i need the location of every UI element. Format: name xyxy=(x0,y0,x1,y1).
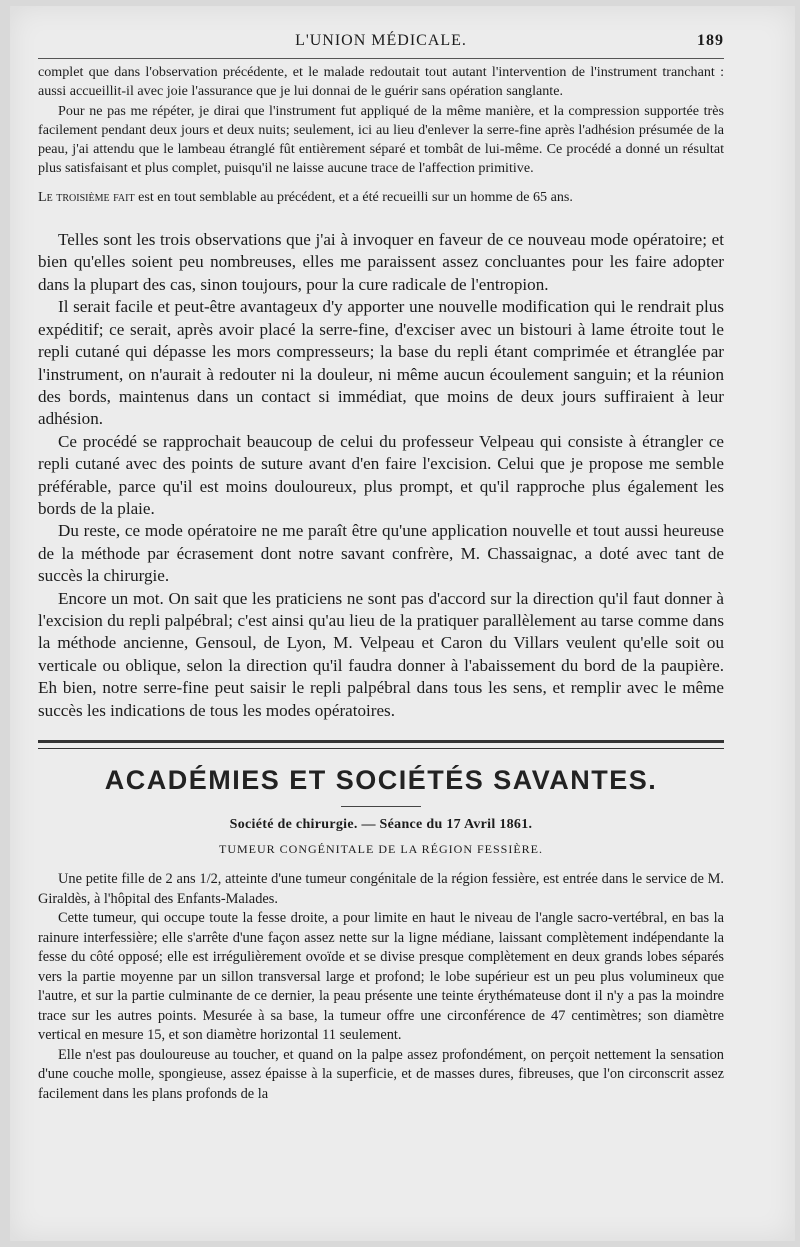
heading-rule xyxy=(341,806,421,807)
paragraph: Ce procédé se rapprochait beaucoup de celui du professeur Velpeau qui consiste à étrangler ce repli cutané avec des points de suture avant d'en faire l'excision. Celui que je propose me semble préférable, parce qu'il est moins douloureux, plus prompt, et qu'il rapproche plus également les bords de la plaie. xyxy=(38,431,724,518)
page-number: 189 xyxy=(697,32,724,49)
conclusion-block xyxy=(38,229,724,722)
section-heading: ACADÉMIES ET SOCIÉTÉS SAVANTES. xyxy=(104,765,658,796)
case-text: est en tout semblable au précédent, et a été recueilli sur un homme de 65 ans. xyxy=(134,188,573,205)
case-lead: Le troisième fait xyxy=(38,188,135,205)
paragraph: complet que dans l'observation précédente, et le malade redoutait tout autant l'intervention de l'instrument tranchant : aussi accueillit-il avec joie l'assurance que je lui donnai de le guérir sans opération sanglante. xyxy=(38,64,724,100)
header-rule xyxy=(38,58,724,59)
case-report xyxy=(38,870,724,1104)
previous-article-continuation xyxy=(38,63,724,207)
paragraph: Pour ne pas me répéter, je dirai que l'instrument fut appliqué de la même manière, et la compression supportée très facilement pendant deux jours et deux nuits; seulement, ici au lieu d'enlever la serre-fine après l'adhésion présumée de la peau, j'ai attendu que le lambeau étranglé fût entièrement séparé et tombât de lui-même. Ce procédé a donné un résultat plus satisfaisant et plus complet, puisqu'il ne laisse aucune trace de l'affection primitive. xyxy=(38,102,724,177)
paragraph: Une petite fille de 2 ans 1/2, atteinte d'une tumeur congénitale de la région fessière, est entrée dans le service de M. Giraldès, à l'hôpital des Enfants-Malades. xyxy=(38,871,724,907)
journal-title: L'UNION MÉDICALE. xyxy=(295,32,467,49)
paragraph: Il serait facile et peut-être avantageux d'y apporter une nouvelle modification qui le rendrait plus expéditif; ce serait, après avoir placé la serre-fine, d'exciser avec un bistouri à lame étroite tout le repli cutané qui dépasse les mors compresseurs; la base du repli étant comprimée et étranglée par l'instrument, on n'aurait à redouter ni la douleur, ni même aucun écoulement sanguin; et la réunion des bords, maintenus dans un contact si immédiat, que moins de deux jours suffiraient à leur adhésion. xyxy=(38,297,724,429)
paragraph xyxy=(38,188,724,207)
paragraph: Elle n'est pas douloureuse au toucher, et quand on la palpe assez profondément, on perçoit nettement la sensation d'une couche molle, spongieuse, assez épaisse à la superficie, et de masses dures, fibreuses, que l'on circonscrit assez facilement dans les plans profonds de la xyxy=(38,1046,724,1102)
paragraph: Telles sont les trois observations que j'ai à invoquer en faveur de ce nouveau mode opératoire; et bien qu'elles soient peu nombreuses, elles me paraissent assez concluantes pour les faire adopter dans la plupart des cas, sinon toujours, pour la cure radicale de l'entropion. xyxy=(38,230,724,294)
page-content xyxy=(38,32,724,1104)
section-divider xyxy=(38,740,724,749)
paragraph: Encore un mot. On sait que les praticiens ne sont pas d'accord sur la direction qu'il faut donner à l'excision du repli palpébral; c'est ainsi qu'au lieu de la pratiquer parallèlement au tarse comme dans la méthode ancienne, Gensoul, de Lyon, M. Velpeau et Caron du Villars veulent qu'elle soit ou verticale ou oblique, selon la direction qu'il faudra donner à l'abaissement du bord de la paupière. Eh bien, notre serre-fine peut saisir le repli palpébral dans tous les sens, et remplir avec le même succès les indications de tous les modes opératoires. xyxy=(38,588,724,720)
case-title: TUMEUR CONGÉNITALE DE LA RÉGION FESSIÈRE. xyxy=(218,842,544,857)
society-session-line: Société de chirurgie. — Séance du 17 Avril 1861. xyxy=(229,817,533,833)
journal-page xyxy=(10,6,795,1241)
paragraph: Du reste, ce mode opératoire ne me paraît être qu'une application nouvelle et tout aussi heureuse de la méthode par écrasement dont notre savant confrère, M. Chassaignac, a doté avec tant de succès la chirurgie. xyxy=(38,521,724,586)
running-head xyxy=(38,32,724,58)
paragraph: Cette tumeur, qui occupe toute la fesse droite, a pour limite en haut le niveau de l'angle sacro-vertébral, en bas la rainure interfessière; elle s'arrête d'une façon assez nette sur la ligne médiane, laissant complètement indépendante la fesse du côté opposé; elle est irrégulièrement ovoïde et se divise presque complètement en deux grands lobes séparés vers la partie moyenne par un sillon transversal large et profond; le lobe supérieur est un peu plus volumineux que l'autre, et sur la partie culminante de ce dernier, la peau présente une teinte érythémateuse dont il n'y a pas la moindre trace sur les autres points. Mesurée à sa base, la tumeur offre une circonférence de 47 centimètres; son diamètre vertical en mesure 15, et son diamètre horizontal 11 seulement. xyxy=(38,910,724,1044)
